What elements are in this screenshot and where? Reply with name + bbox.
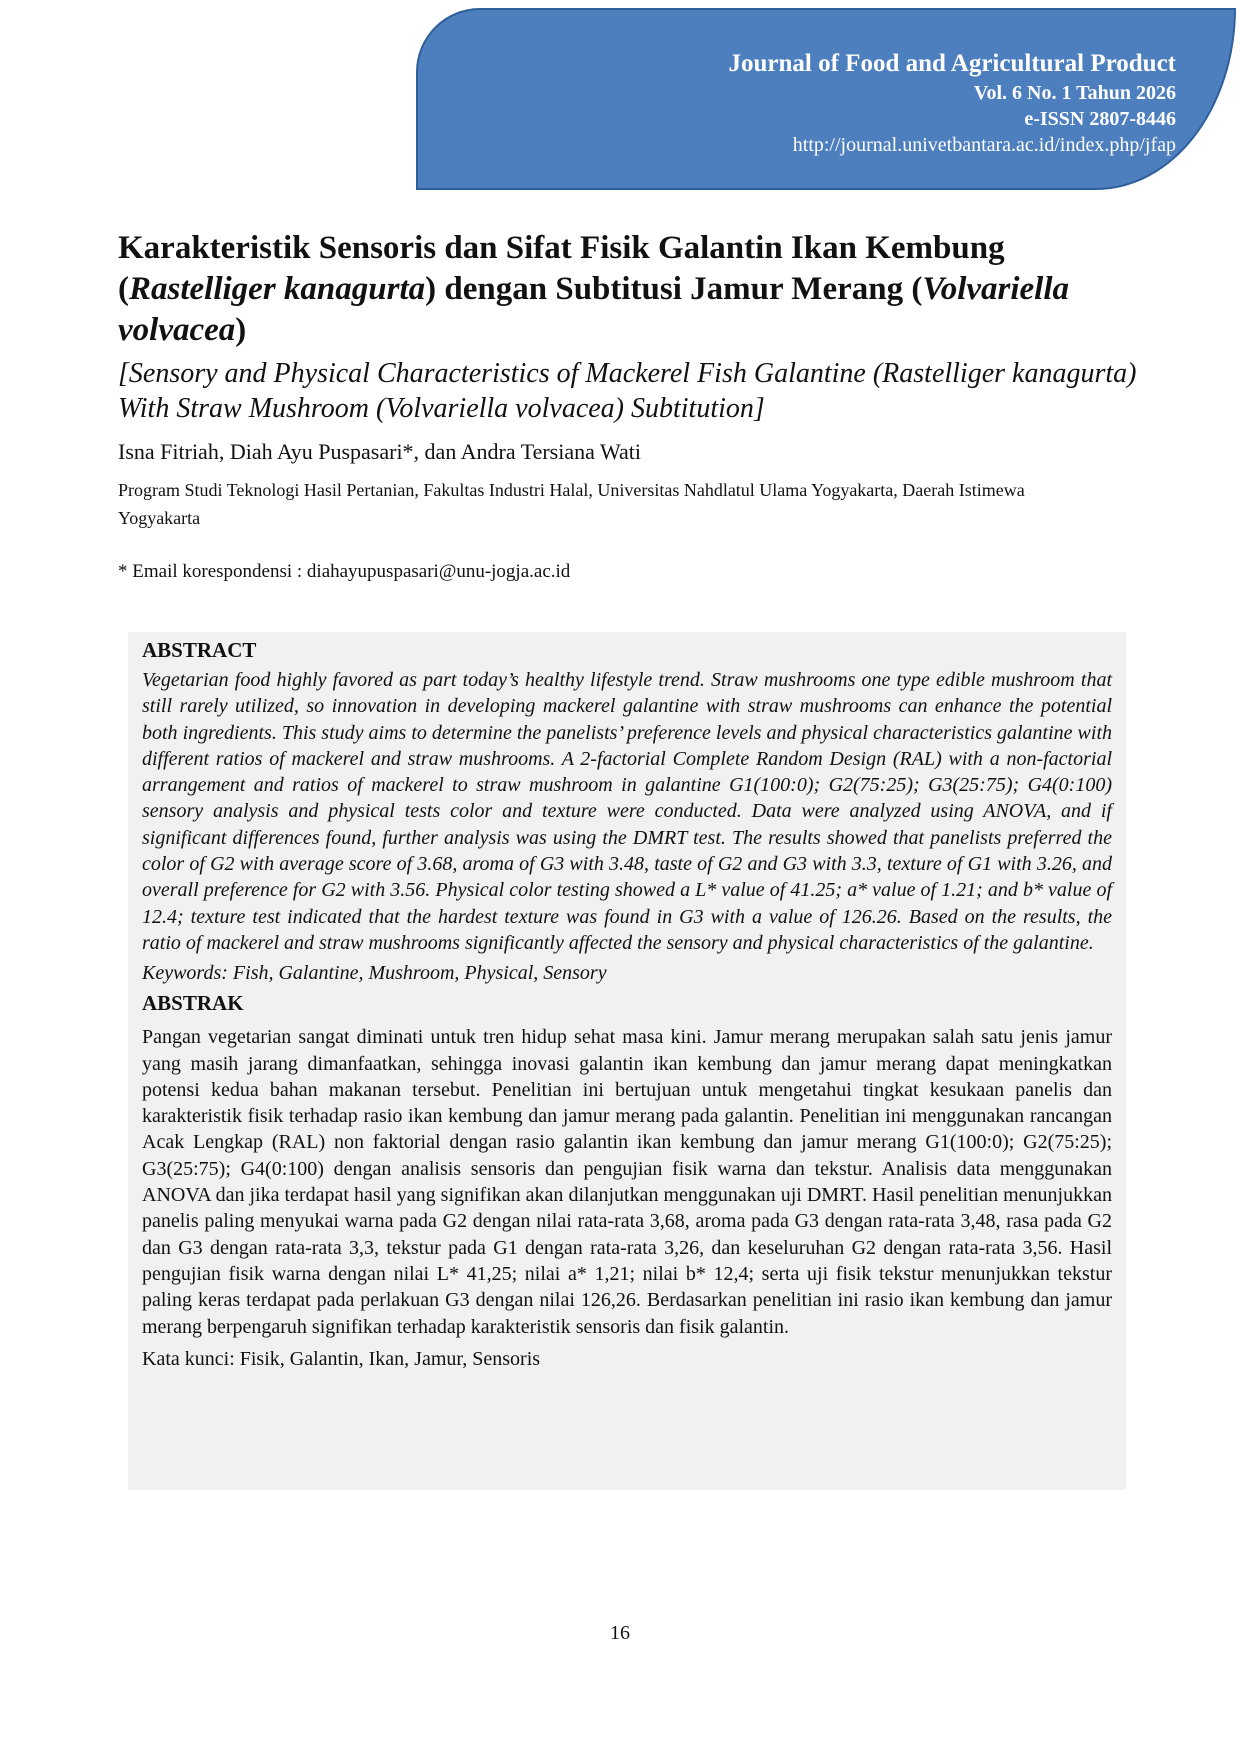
journal-name: Journal of Food and Agricultural Product — [728, 50, 1176, 77]
journal-issn: e-ISSN 2807-8446 — [1024, 108, 1176, 130]
article-subtitle: [Sensory and Physical Characteristics of Mackerel Fish Galantine (Rastelliger kanagurta) With Straw Mushroom (Volvariella volvacea) Subtitution] — [118, 358, 1137, 424]
title-species-1: Rastelliger kanagurta — [129, 271, 426, 307]
article-authors: Isna Fitriah, Diah Ayu Puspasari*, dan Andra Tersiana Wati — [118, 439, 641, 464]
article-affiliation: Program Studi Teknologi Hasil Pertanian, Fakultas Industri Halal, Universitas Nahdlatul Ulama Yogyakarta, Daerah Istimewa Yogyakarta — [118, 480, 1025, 528]
correspondence-email[interactable]: * Email korespondensi : diahayupuspasari@unu-jogja.ac.id — [118, 561, 571, 582]
title-part-1: Karakteristik Sensoris dan Sifat Fisik Galantin Ikan Kembung ( — [118, 230, 1005, 307]
title-part-2: ) dengan Subtitusi Jamur Merang ( — [425, 271, 923, 307]
abstract-keywords: Keywords: Fish, Galantine, Mushroom, Physical, Sensory — [142, 962, 607, 985]
abstrak-keywords: Kata kunci: Fisik, Galantin, Ikan, Jamur, Sensoris — [142, 1347, 541, 1370]
abstract-box — [128, 632, 1126, 1490]
abstract-text: Vegetarian food highly favored as part today’s healthy lifestyle trend. Straw mushrooms one type edible mushroom that still rarely utilized, so innovation in developing mackerel galantine with straw mushrooms can enhance the potential both ingredients. This study aims to determine the panelists’ preference levels and physical characteristics galantine with different ratios of mackerel and straw mushrooms. A 2-factorial Complete Random Design (RAL) with a non-factorial arrangement and ratios of mackerel to straw mushroom in galantine G1(100:0); G2(75:25); G3(25:75); G4(0:100) sensory analysis and physical tests color and texture were conducted. Data were analyzed using ANOVA, and if significant differences found, further analysis was using the DMRT test. The results showed that panelists preferred the color of G2 with average score of 3.68, aroma of G3 with 3.48, taste of G2 and G3 with 3.3, texture of G1 with 3.26, and overall preference for G2 with 3.56. Physical color testing showed a L* value of 41.25; a* value of 1.21; and b* value of 12.4; texture test indicated that the hardest texture was found in G3 with a value of 126.26. Based on the results, the ratio of mackerel and straw mushrooms significantly affected the sensory and physical characteristics of the galantine. — [142, 669, 1112, 954]
journal-volume: Vol. 6 No. 1 Tahun 2026 — [973, 82, 1176, 104]
abstrak-heading: ABSTRAK — [142, 991, 244, 1016]
page-number: 16 — [610, 1622, 630, 1644]
journal-header-text — [729, 48, 1177, 159]
article-title — [118, 228, 1138, 351]
abstract-heading: ABSTRACT — [142, 638, 257, 662]
journal-url[interactable]: http://journal.univetbantara.ac.id/index.php/jfap — [792, 134, 1176, 156]
title-species-2: Volvariella volvacea — [118, 271, 1070, 348]
title-part-3: ) — [235, 312, 247, 348]
journal-header-banner — [416, 8, 1236, 190]
abstrak-text: Pangan vegetarian sangat diminati untuk tren hidup sehat masa kini. Jamur merang merupakan salah satu jenis jamur yang masih jarang dimanfaatkan, sehingga inovasi galantin ikan kembung dan jamur merang dapat meningkatkan potensi kedua bahan makanan tersebut. Penelitian ini bertujuan untuk mengetahui tingkat kesukaan panelis dan karakteristik fisik terhadap rasio ikan kembung dan jamur merang pada galantin. Penelitian ini menggunakan rancangan Acak Lengkap (RAL) non faktorial dengan rasio galantin ikan kembung dan jamur merang G1(100:0); G2(75:25); G3(25:75); G4(0:100) dengan analisis sensoris dan pengujian fisik warna dan tekstur. Analisis data menggunakan ANOVA dan jika terdapat hasil yang signifikan akan dilanjutkan menggunakan uji DMRT. Hasil penelitian menunjukkan panelis paling menyukai warna pada G2 dengan nilai rata-rata 3,68, aroma pada G3 dengan rata-rata 3,48, rasa pada G2 dan G3 dengan rata-rata 3,3, tekstur pada G1 dengan rata-rata 3,26, dan keseluruhan G2 dengan rata-rata 3,56. Hasil pengujian fisik warna dengan nilai L* 41,25; nilai a* 1,21; nilai b* 12,4; serta uji fisik tekstur menunjukkan tekstur paling keras terdapat pada perlakuan G3 dengan nilai 126,26. Berdasarkan penelitian ini rasio ikan kembung dan jamur merang berpengaruh signifikan terhadap karakteristik sensoris dan fisik galantin. — [142, 1026, 1112, 1338]
